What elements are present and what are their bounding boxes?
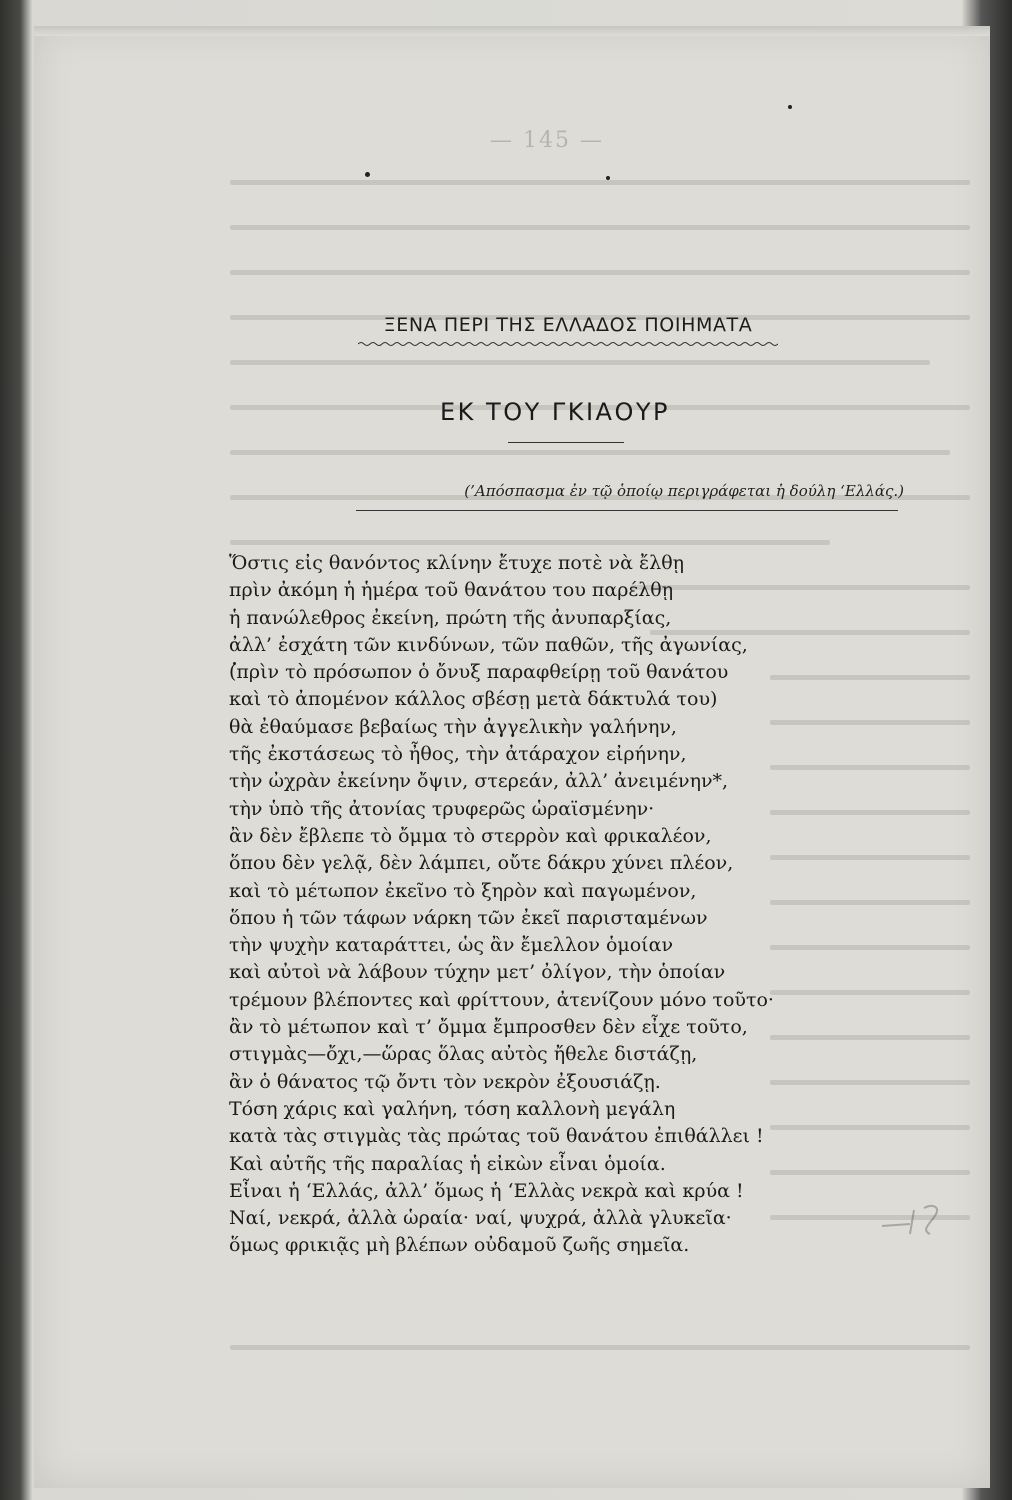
- wavy-underline: [358, 340, 778, 348]
- poem-line: ἀλλ’ ἐσχάτη τῶν κινδύνων, τῶν παθῶν, τῆς ἀγωνίας,: [229, 633, 748, 656]
- poem-line: καὶ αὐτοὶ νὰ λάβουν τύχην μετ’ ὀλίγον, τὴν ὁποίαν: [229, 961, 726, 984]
- poem-line: τρέμουν βλέποντες καὶ φρίττουν, ἀτενίζουν μόνο τοῦτο·: [229, 988, 774, 1011]
- poem-line: Τόση χάρις καὶ γαλήνη, τόση καλλονὴ μεγάλη: [229, 1097, 676, 1120]
- margin-pencil-mark: [880, 1200, 950, 1240]
- poem-line: τὴν ὠχρὰν ἐκείνην ὄψιν, στερεάν, ἀλλ’ ἀνειμένην*,: [229, 770, 729, 793]
- poem-line: κατὰ τὰς στιγμὰς τὰς πρώτας τοῦ θανάτου ἐπιθάλλει !: [229, 1125, 764, 1148]
- bleed-through-page-number: — 145 —: [490, 128, 604, 153]
- ink-speck: [606, 176, 610, 180]
- subtitle-rule: [356, 510, 898, 511]
- title-rule: [508, 442, 624, 443]
- poem-line: πρὶν ἀκόμη ἡ ἡμέρα τοῦ θανάτου του παρέλθῃ: [229, 579, 674, 602]
- poem-line: Ὅστις εἰς θανόντος κλίνην ἔτυχε ποτὲ νὰ ἔλθῃ: [229, 552, 685, 574]
- poem-line: ὅπου δὲν γελᾷ, δὲν λάμπει, οὔτε δάκρυ χύνει πλέον,: [229, 852, 734, 875]
- poem-line: ἂν τὸ μέτωπον καὶ τ’ ὄμμα ἔμπροσθεν δὲν εἶχε τοῦτο,: [229, 1016, 748, 1039]
- poem-subtitle: (’Απόσπασμα ἐν τῷ ὁποίῳ περιγράφεται ἡ δούλη ‘Ελλάς.): [464, 482, 904, 500]
- poem-line: (πρὶν τὸ πρόσωπον ὁ ὄνυξ παραφθείρῃ τοῦ θανάτου: [229, 661, 729, 684]
- poem-line: τὴν ὑπὸ τῆς ἀτονίας τρυφερῶς ὡραϊσμένην·: [229, 797, 655, 820]
- poem-line: ἂν δὲν ἔβλεπε τὸ ὄμμα τὸ στερρὸν καὶ φρικαλέον,: [229, 824, 712, 847]
- page-edge-shadow: [34, 26, 990, 36]
- poem-line: στιγμὰς—ὄχι,—ὥρας ὅλας αὐτὸς ἤθελε διστάζῃ,: [229, 1043, 698, 1066]
- poem-line: ἡ πανώλεθρος ἐκείνη, πρώτη τῆς ἀνυπαρξίας,: [229, 606, 672, 629]
- poem-line: Ναί, νεκρά, ἀλλὰ ὡραία· ναί, ψυχρά, ἀλλὰ γλυκεῖα·: [229, 1207, 732, 1230]
- poem-line: Καὶ αὐτῆς τῆς παραλίας ἡ εἰκὼν εἶναι ὁμοία.: [229, 1152, 666, 1175]
- poem-line: θὰ ἐθαύμασε βεβαίως τὴν ἀγγελικὴν γαλήνην,: [229, 715, 677, 738]
- poem-line: ἂν ὁ θάνατος τῷ ὄντι τὸν νεκρὸν ἐξουσιάζῃ.: [229, 1070, 661, 1093]
- series-title: ΞΕΝΑ ΠΕΡΙ ΤΗΣ ΕΛΛΑΔΟΣ ΠΟΙΗΜΑΤΑ: [383, 314, 753, 336]
- ink-speck: [365, 172, 370, 177]
- poem-line: Εἶναι ἡ ‘Ελλάς, ἀλλ’ ὅμως ἡ ‘Ελλὰς νεκρὰ καὶ κρύα !: [229, 1179, 744, 1202]
- poem-line: ὅμως φρικιᾷς μὴ βλέπων οὐδαμοῦ ζωῆς σημεῖα.: [229, 1234, 690, 1257]
- poem-line: ὅπου ἡ τῶν τάφων νάρκη τῶν ἐκεῖ παρισταμένων: [229, 906, 708, 929]
- poem-title: ΕΚ ΤΟΥ ΓΚΙΑΟΥΡ: [440, 398, 670, 426]
- poem-line: καὶ τὸ ἀπομένον κάλλος σβέσῃ μετὰ δάκτυλά του): [229, 688, 718, 711]
- poem-line: καὶ τὸ μέτωπον ἐκεῖνο τὸ ξηρὸν καὶ παγωμένον,: [229, 879, 697, 902]
- poem-line: τὴν ψυχὴν καταράττει, ὡς ἂν ἔμελλον ὁμοίαν: [229, 934, 674, 957]
- poem-line: τῆς ἐκστάσεως τὸ ἦθος, τὴν ἀτάραχον εἰρήνην,: [229, 743, 687, 766]
- ink-speck: [788, 105, 792, 109]
- poem-body: [229, 550, 869, 1260]
